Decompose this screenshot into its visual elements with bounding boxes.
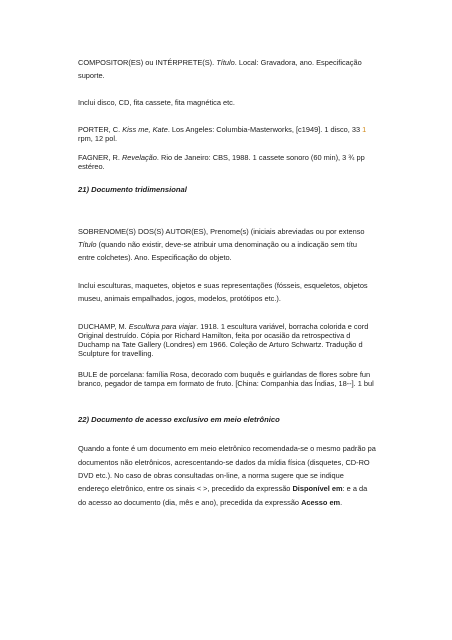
example-duchamp-line-3: Duchamp na Tate Gallery (Londres) em 1966. Coleção de Arturo Schwartz. Tradução d bbox=[78, 340, 363, 349]
electronic-para-line-4 bbox=[78, 484, 367, 494]
example-porter-line-2: rpm, 12 pol. bbox=[78, 134, 118, 143]
format-3d-line-3: entre colchetes). Ano. Especificação do objeto. bbox=[78, 253, 232, 262]
format-text: COMPOSITOR(ES) ou INTÉRPRETE(S). bbox=[78, 58, 215, 67]
format-text: (quando não existir, deve-se atribuir uma denominação ou a indicação sem títu bbox=[96, 240, 357, 249]
example-author: FAGNER, R. bbox=[78, 153, 120, 162]
example-text: . 1918. 1 escultura variável, borracha colorida e cord bbox=[196, 322, 369, 331]
example-author: PORTER, C. bbox=[78, 125, 121, 134]
example-highlight: 1 bbox=[362, 125, 367, 134]
example-author: DUCHAMP, M. bbox=[78, 322, 127, 331]
example-title-italic: Escultura para viajar bbox=[128, 322, 197, 331]
includes-3d-line-2: museu, animais empalhados, jogos, modelos, protótipos etc.). bbox=[78, 294, 281, 303]
section-heading-21: 21) Documento tridimensional bbox=[78, 185, 187, 194]
para-bold-term: Disponível em bbox=[292, 484, 343, 493]
electronic-para-line-3: DVD etc.). No caso de obras consultadas on-line, a norma sugere que se indique bbox=[78, 471, 344, 480]
format-line-2: suporte. bbox=[78, 71, 105, 80]
section-heading-22: 22) Documento de acesso exclusivo em meio eletrônico bbox=[78, 415, 280, 424]
example-duchamp-line-2: Original destruído. Cópia por Richard Hamilton, feita por ocasião da retrospectiva d bbox=[78, 331, 351, 340]
example-bule-line-1: BULE de porcelana: família Rosa, decorado com buquês e guirlandas de flores sobre fun bbox=[78, 370, 371, 379]
example-porter-line-1 bbox=[78, 125, 366, 135]
includes-3d-line-1: Inclui esculturas, maquetes, objetos e suas representações (fósseis, esqueletos, objetos bbox=[78, 281, 368, 290]
para-bold-term: Acesso em bbox=[301, 498, 341, 507]
example-title-italic: Revelação bbox=[121, 153, 157, 162]
example-bule-line-2: branco, pegador de tampa em formato de fruto. [China: Companhia das Índias, 18--]. 1 bul bbox=[78, 379, 374, 388]
example-text: . Los Angeles: Columbia-Masterworks, [c1949]. 1 disco, 33 bbox=[167, 125, 361, 134]
example-fagner-line-1 bbox=[78, 153, 365, 163]
includes-sound-media: Inclui disco, CD, fita cassete, fita magnética etc. bbox=[78, 98, 235, 107]
electronic-para-line-1: Quando a fonte é um documento em meio eletrônico recomendada-se o mesmo padrão pa bbox=[78, 444, 376, 453]
format-3d-line-2 bbox=[78, 240, 357, 250]
format-3d-line-1: SOBRENOME(S) DOS(S) AUTOR(ES), Prenome(s) (iniciais abreviadas ou por extenso bbox=[78, 227, 365, 236]
format-text: . Local: Gravadora, ano. Especificação bbox=[234, 58, 362, 67]
para-text: endereço eletrônico, entre os sinais < >, precedido da expressão bbox=[78, 484, 293, 493]
format-line-1 bbox=[78, 58, 362, 68]
format-title-italic: Título bbox=[216, 58, 235, 67]
example-fagner-line-2: estéreo. bbox=[78, 162, 105, 171]
para-text: do acesso ao documento (dia, mês e ano), precedida da expressão bbox=[78, 498, 302, 507]
format-title-italic: Título bbox=[78, 240, 97, 249]
electronic-para-line-5 bbox=[78, 498, 342, 508]
para-text: . bbox=[340, 498, 343, 507]
para-text: : e a da bbox=[342, 484, 368, 493]
example-text: . Rio de Janeiro: CBS, 1988. 1 cassete sonoro (60 min), 3 ¾ pp bbox=[156, 153, 365, 162]
electronic-para-line-2: documentos não eletrônicos, acrescentando-se dados da mídia física (disquetes, CD-RO bbox=[78, 458, 370, 467]
example-title-italic: Kiss me, Kate bbox=[122, 125, 168, 134]
example-duchamp-line-4: Sculpture for travelling. bbox=[78, 349, 154, 358]
